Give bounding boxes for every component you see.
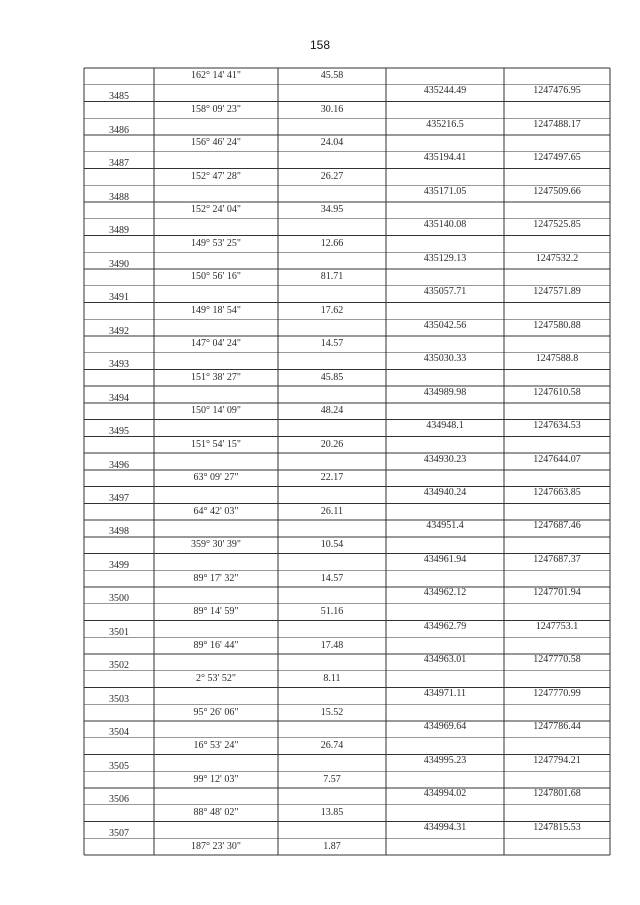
segment-distance: 14.57 bbox=[320, 572, 344, 584]
segment-distance: 45.85 bbox=[320, 371, 344, 383]
segment-distance: 17.48 bbox=[320, 639, 344, 651]
direction-angle: 152° 47' 28" bbox=[191, 170, 241, 182]
coordinate-x: 435030.33 bbox=[423, 353, 467, 365]
point-number: 3490 bbox=[109, 258, 129, 270]
direction-angle: 150° 56' 16" bbox=[191, 271, 241, 283]
coordinate-y: 1247588.8 bbox=[535, 353, 579, 365]
segment-distance: 24.04 bbox=[320, 137, 344, 149]
segment-distance: 15.52 bbox=[320, 706, 344, 718]
coordinate-y: 1247687.46 bbox=[533, 520, 581, 532]
point-number: 3500 bbox=[109, 593, 129, 605]
direction-angle: 149° 53' 25" bbox=[191, 237, 241, 249]
direction-angle: 95° 26' 06" bbox=[193, 706, 239, 718]
coordinate-x: 435244.49 bbox=[423, 85, 467, 97]
point-number: 3485 bbox=[109, 91, 129, 103]
coordinate-y: 1247753.1 bbox=[535, 620, 579, 632]
segment-distance: 81.71 bbox=[320, 271, 344, 283]
segment-distance: 17.62 bbox=[320, 304, 344, 316]
coordinate-y: 1247525.85 bbox=[533, 219, 581, 231]
coordinate-x: 434963.01 bbox=[423, 654, 467, 666]
point-number: 3496 bbox=[109, 459, 129, 471]
point-number: 3486 bbox=[109, 124, 129, 136]
point-number: 3501 bbox=[109, 626, 129, 638]
point-number: 3506 bbox=[109, 794, 129, 806]
point-number: 3502 bbox=[109, 660, 129, 672]
direction-angle: 152° 24' 04" bbox=[191, 204, 241, 216]
direction-angle: 150° 14' 09" bbox=[191, 405, 241, 417]
coordinate-y: 1247786.44 bbox=[533, 721, 581, 733]
segment-distance: 51.16 bbox=[320, 606, 344, 618]
direction-angle: 2° 53' 52" bbox=[196, 673, 236, 685]
coordinate-x: 434930.23 bbox=[423, 453, 467, 465]
point-number: 3491 bbox=[109, 292, 129, 304]
segment-distance: 10.54 bbox=[320, 539, 344, 551]
coordinate-y: 1247476.95 bbox=[533, 85, 581, 97]
point-number: 3497 bbox=[109, 492, 129, 504]
point-number: 3498 bbox=[109, 526, 129, 538]
coordinate-y: 1247770.58 bbox=[533, 654, 581, 666]
point-number: 3507 bbox=[109, 827, 129, 839]
direction-angle: 156° 46' 24" bbox=[191, 137, 241, 149]
direction-angle: 63° 09' 27" bbox=[193, 472, 239, 484]
coordinate-y: 1247488.17 bbox=[533, 118, 581, 130]
coordinate-x: 434969.64 bbox=[423, 721, 467, 733]
segment-distance: 48.24 bbox=[320, 405, 344, 417]
coordinate-x: 434961.94 bbox=[423, 553, 467, 565]
segment-distance: 14.57 bbox=[320, 338, 344, 350]
coordinate-x: 435171.05 bbox=[423, 185, 467, 197]
coordinate-y: 1247509.66 bbox=[533, 185, 581, 197]
direction-angle: 149° 18' 54" bbox=[191, 304, 241, 316]
point-number: 3503 bbox=[109, 693, 129, 705]
direction-angle: 64° 42' 03" bbox=[193, 505, 239, 517]
page-number: 158 bbox=[309, 38, 331, 52]
coordinate-y: 1247815.53 bbox=[533, 821, 581, 833]
point-number: 3499 bbox=[109, 559, 129, 571]
segment-distance: 13.85 bbox=[320, 807, 344, 819]
coordinate-y: 1247663.85 bbox=[533, 486, 581, 498]
point-number: 3487 bbox=[109, 158, 129, 170]
direction-angle: 158° 09' 23" bbox=[191, 103, 241, 115]
coordinate-x: 434994.02 bbox=[423, 788, 467, 800]
direction-angle: 359° 30' 39" bbox=[191, 539, 241, 551]
coordinate-y: 1247687.37 bbox=[533, 553, 581, 565]
segment-distance: 26.27 bbox=[320, 170, 344, 182]
direction-angle: 99° 12' 03" bbox=[193, 773, 239, 785]
direction-angle: 88° 48' 02" bbox=[193, 807, 239, 819]
coordinate-y: 1247532.2 bbox=[535, 252, 579, 264]
coordinate-x: 434962.79 bbox=[423, 620, 467, 632]
point-number: 3489 bbox=[109, 225, 129, 237]
coordinate-x: 434962.12 bbox=[423, 587, 467, 599]
point-number: 3493 bbox=[109, 359, 129, 371]
point-number: 3492 bbox=[109, 325, 129, 337]
direction-angle: 147° 04' 24" bbox=[191, 338, 241, 350]
coordinate-y: 1247634.53 bbox=[533, 420, 581, 431]
coordinate-x: 434940.24 bbox=[423, 486, 467, 498]
coordinate-y: 1247580.88 bbox=[533, 319, 581, 331]
segment-distance: 8.11 bbox=[323, 673, 341, 685]
point-number: 3495 bbox=[109, 426, 129, 437]
coordinate-y: 1247770.99 bbox=[533, 687, 581, 699]
segment-distance: 26.11 bbox=[320, 505, 344, 517]
segment-distance: 20.26 bbox=[320, 438, 344, 450]
point-number: 3505 bbox=[109, 760, 129, 772]
coordinate-x: 434948.1 bbox=[426, 420, 464, 431]
segment-distance: 7.57 bbox=[323, 773, 341, 785]
coordinate-x: 435129.13 bbox=[423, 252, 467, 264]
coordinate-x: 434951.4 bbox=[426, 520, 464, 532]
segment-distance: 45.58 bbox=[320, 70, 344, 82]
coordinate-x: 435216.5 bbox=[426, 118, 464, 130]
direction-angle: 89° 16' 44" bbox=[193, 639, 239, 651]
point-number: 3504 bbox=[109, 727, 129, 739]
direction-angle: 16° 53' 24" bbox=[193, 740, 239, 752]
segment-distance: 12.66 bbox=[320, 237, 344, 249]
coordinate-x: 435057.71 bbox=[423, 286, 467, 298]
point-number: 3494 bbox=[109, 392, 129, 404]
coordinate-y: 1247610.58 bbox=[533, 386, 581, 398]
direction-angle: 89° 14' 59" bbox=[193, 606, 239, 618]
direction-angle: 151° 54' 15" bbox=[191, 438, 241, 450]
segment-distance: 26.74 bbox=[320, 740, 344, 752]
coordinate-y: 1247701.94 bbox=[533, 587, 581, 599]
direction-angle: 187° 23' 30" bbox=[191, 840, 241, 852]
direction-angle: 89° 17' 32" bbox=[193, 572, 239, 584]
direction-angle: 162° 14' 41" bbox=[191, 70, 241, 82]
direction-angle: 151° 38' 27" bbox=[191, 371, 241, 383]
coordinate-y: 1247794.21 bbox=[533, 754, 581, 766]
point-number: 3488 bbox=[109, 191, 129, 203]
coordinate-x: 434995.23 bbox=[423, 754, 467, 766]
coordinate-x: 434994.31 bbox=[423, 821, 467, 833]
coordinate-y: 1247571.89 bbox=[533, 286, 581, 298]
segment-distance: 1.87 bbox=[323, 840, 341, 852]
segment-distance: 34.95 bbox=[320, 204, 344, 216]
segment-distance: 30.16 bbox=[320, 103, 344, 115]
coordinate-y: 1247644.07 bbox=[533, 453, 581, 465]
coordinate-y: 1247801.68 bbox=[533, 788, 581, 800]
coordinate-x: 434989.98 bbox=[423, 386, 467, 398]
coordinate-x: 435194.41 bbox=[423, 152, 467, 164]
coordinate-x: 435140.08 bbox=[423, 219, 467, 231]
coordinate-x: 434971.11 bbox=[423, 687, 467, 699]
segment-distance: 22.17 bbox=[320, 472, 344, 484]
coordinate-y: 1247497.65 bbox=[533, 152, 581, 164]
coordinate-x: 435042.56 bbox=[423, 319, 467, 331]
